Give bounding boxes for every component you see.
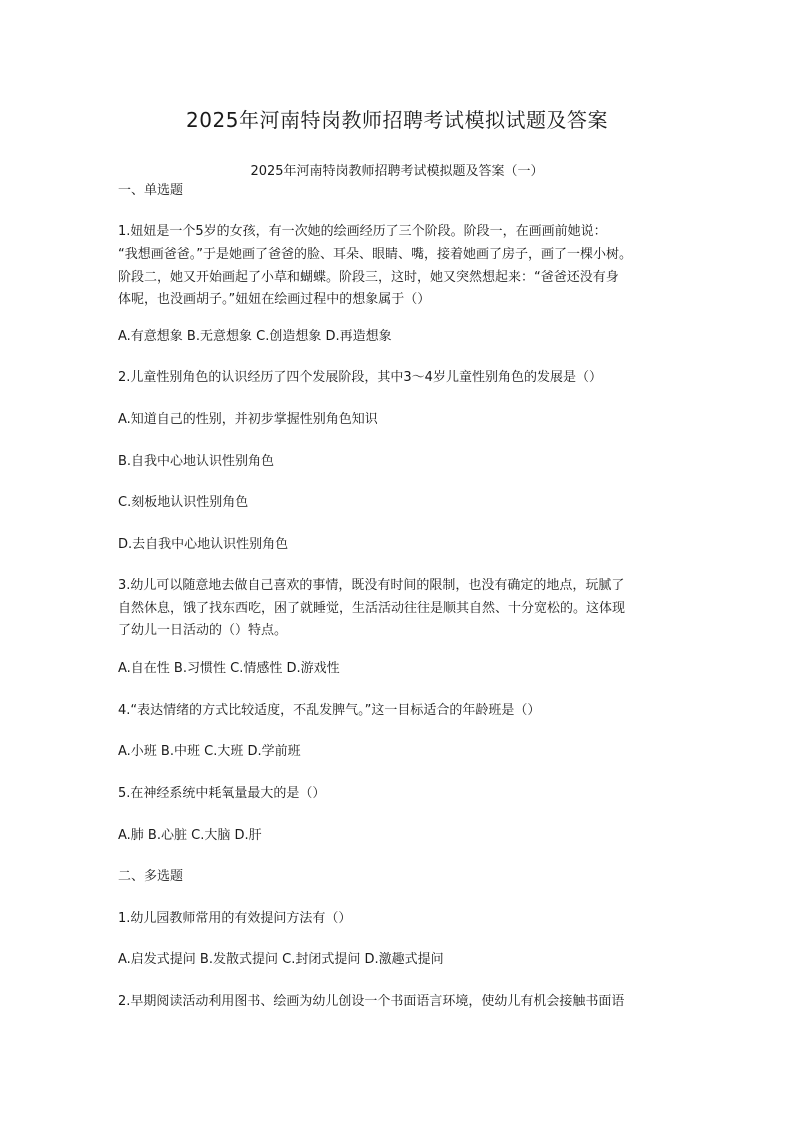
question-1-line-2: “我想画爸爸。”于是她画了爸爸的脸、耳朵、眼睛、嘴，接着她画了房子，画了一棵小树。	[118, 247, 632, 262]
question-3-line-1: 3.幼儿可以随意地去做自己喜欢的事情，既没有时间的限制，也没有确定的地点，玩腻了	[118, 578, 625, 593]
question-3-options: A.自在性 B.习惯性 C.情感性 D.游戏性	[118, 661, 340, 676]
question-2-option-c: C.刻板地认识性别角色	[118, 495, 249, 510]
section-heading-single-choice: 一、单选题	[118, 183, 184, 198]
question-4-stem: 4.“表达情绪的方式比较适度，不乱发脾气。”这一目标适合的年龄班是（）	[118, 703, 541, 718]
document-subtitle: 2025年河南特岗教师招聘考试模拟题及答案（一）	[250, 164, 544, 179]
multi-question-2-stem: 2.早期阅读活动利用图书、绘画为幼儿创设一个书面语言环境，使幼儿有机会接触书面语	[118, 994, 625, 1009]
question-4-options: A.小班 B.中班 C.大班 D.学前班	[118, 744, 301, 759]
question-2-option-d: D.去自我中心地认识性别角色	[118, 537, 289, 552]
question-3-line-3: 了幼儿一日活动的（）特点。	[118, 623, 288, 638]
question-5-options: A.肺 B.心脏 C.大脑 D.肝	[118, 828, 262, 843]
multi-question-1-options: A.启发式提问 B.发散式提问 C.封闭式提问 D.激趣式提问	[118, 952, 444, 967]
question-1-line-1: 1.妞妞是一个5岁的女孩，有一次她的绘画经历了三个阶段。阶段一，在画画前她说：	[118, 224, 607, 239]
question-5-stem: 5.在神经系统中耗氧量最大的是（）	[118, 786, 326, 801]
question-1-options: A.有意想象 B.无意想象 C.创造想象 D.再造想象	[118, 329, 392, 344]
question-3-line-2: 自然休息，饿了找东西吃，困了就睡觉，生活活动往往是顺其自然、十分宽松的。这体现	[118, 601, 626, 616]
question-1-line-4: 体呢，也没画胡子。”妞妞在绘画过程中的想象属于（）	[118, 292, 431, 307]
question-2-option-b: B.自我中心地认识性别角色	[118, 454, 275, 469]
question-1-line-3: 阶段二，她又开始画起了小草和蝴蝶。阶段三，这时，她又突然想起来：“爸爸还没有身	[118, 270, 619, 285]
document-title: 2025年河南特岗教师招聘考试模拟试题及答案	[186, 108, 608, 132]
question-2-option-a: A.知道自己的性别，并初步掌握性别角色知识	[118, 412, 378, 427]
multi-question-1-stem: 1.幼儿园教师常用的有效提问方法有（）	[118, 911, 352, 926]
question-2-stem: 2.儿童性别角色的认识经历了四个发展阶段，其中3～4岁儿童性别角色的发展是（）	[118, 370, 602, 385]
section-heading-multiple-choice: 二、多选题	[118, 869, 184, 884]
